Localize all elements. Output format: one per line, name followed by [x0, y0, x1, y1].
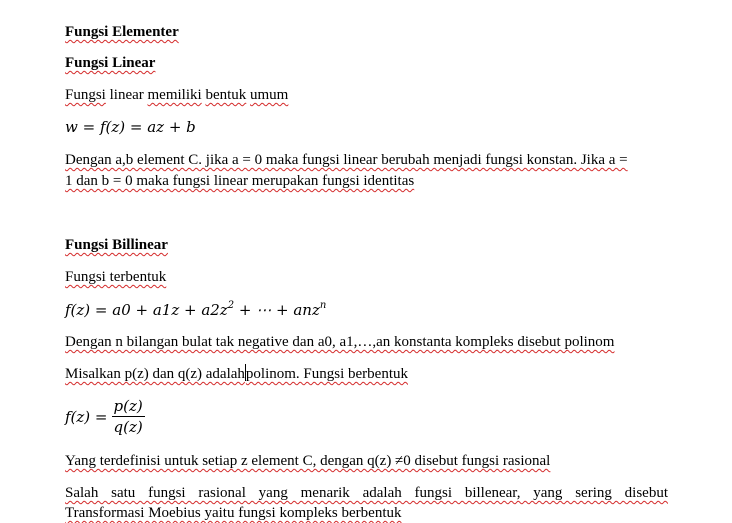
word-linear: linear	[105, 87, 148, 103]
polynomial-desc	[65, 332, 614, 352]
billinear-intro: Fungsi terbentuk	[65, 269, 167, 285]
heading-fungsi-elementer: Fungsi Elementer	[65, 24, 179, 40]
rational-definition	[65, 451, 550, 471]
moebius-line2-text: Transformasi Moebius yaitu fungsi kompleks berbentuk	[65, 505, 402, 521]
fraction	[112, 397, 145, 436]
rational-fraction-formula	[65, 397, 145, 436]
poly-lhs: f(z) = a0 + a1z + a2z	[65, 301, 228, 319]
word-umum: umum	[250, 87, 289, 103]
word-memiliki: memiliki	[147, 87, 202, 103]
moebius-line2	[65, 503, 402, 523]
moebius-line1	[65, 483, 668, 503]
heading-fungsi-billinear: Fungsi Billinear	[65, 237, 168, 253]
linear-formula: w = f(z) = az + b	[65, 118, 196, 136]
rational-definition-text: Yang terdefinisi untuk setiap z element C, dengan q(z) ≠0 disebut fungsi rasional	[65, 453, 551, 469]
linear-desc-text1: Dengan a,b element C. jika a = 0 maka fungsi linear berubah menjadi fungsi konstan. Jika a =	[65, 152, 628, 168]
linear-desc-line2	[65, 171, 414, 191]
word-bentuk: bentuk	[205, 87, 247, 103]
polynomial-desc-text: Dengan n bilangan bulat tak negative dan a0, a1,…,an konstanta kompleks disebut polinom	[65, 334, 615, 350]
frac-numerator: p(z)	[113, 397, 143, 415]
word-fungsi: Fungsi	[65, 87, 106, 103]
linear-desc-text2: 1 dan b = 0 maka fungsi linear merupakan fungsi identitas	[65, 173, 415, 189]
frac-denominator: q(z)	[113, 418, 143, 436]
frac-lhs: f(z) =	[65, 407, 108, 426]
linear-intro	[65, 85, 288, 105]
rational-intro-b: polinom. Fungsi berbentuk	[245, 366, 408, 382]
poly-sup-2: 2	[227, 300, 235, 311]
moebius-line1-text: Salah satu fungsi rasional yang menarik adalah fungsi billenear, yang sering disebut	[65, 485, 668, 501]
heading-fungsi-linear: Fungsi Linear	[65, 55, 156, 71]
poly-mid: + ⋯ + anz	[234, 301, 320, 319]
rational-intro-a: Misalkan p(z) dan q(z) adalah	[65, 366, 245, 382]
polynomial-formula	[65, 300, 326, 320]
rational-intro	[65, 364, 408, 384]
linear-desc-line1	[65, 150, 628, 170]
poly-sup-n: n	[319, 300, 327, 311]
